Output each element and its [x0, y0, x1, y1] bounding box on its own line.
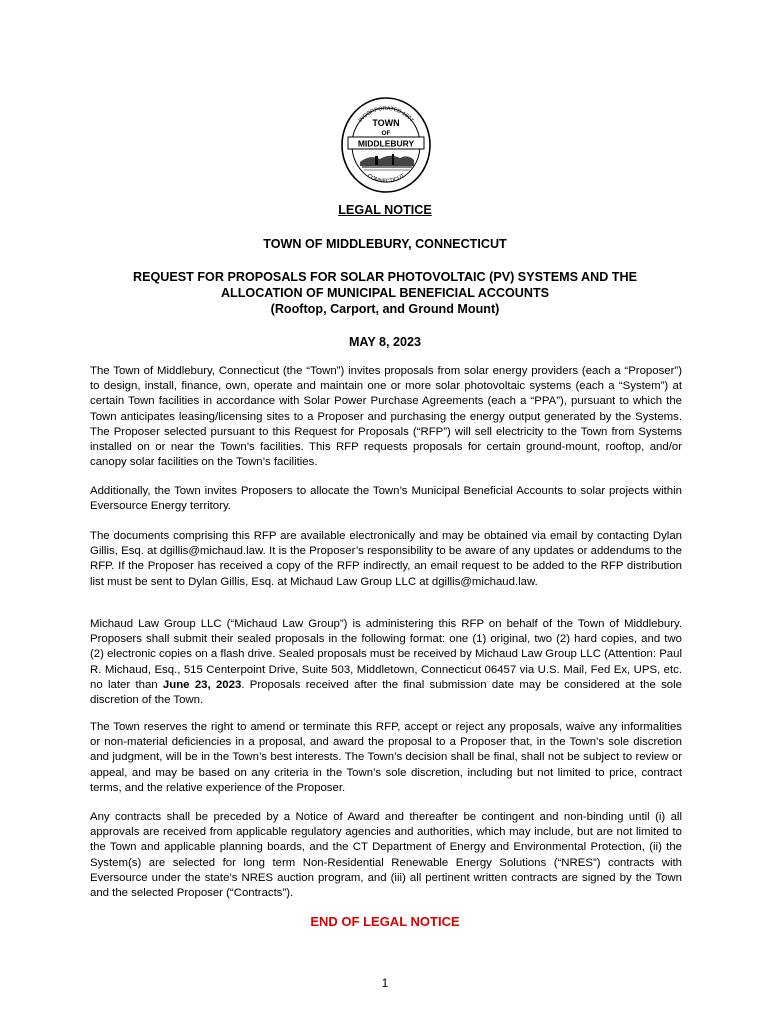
town-title: TOWN OF MIDDLEBURY, CONNECTICUT [263, 237, 507, 251]
paragraph-invitation: The Town of Middlebury, Connecticut (the “Town”) invites proposals from solar energy providers (each a “Proposer”) to design, install, finance, own, operate and maintain one or more solar photovoltaic systems (each a “System”) at certain Town facilities in accordance with Solar Power Purchase Agreements (each a “PPA”), pursuant to which the Town anticipates leasing/licensing sites to a Proposer and purchasing the energy output generated by the Systems. The Proposer selected pursuant to this Request for Proposals (“RFP”) will sell electricity to the Town from Systems installed on or near the Town’s facilities. This RFP requests proposals for certain ground-mount, rooftop, and/or canopy solar facilities on the Town’s facilities. [90, 365, 682, 469]
rfp-title-line3: (Rooftop, Carport, and Ground Mount) [270, 302, 500, 316]
notice-date: MAY 8, 2023 [348, 335, 422, 349]
rfp-title-line2: ALLOCATION OF MUNICIPAL BENEFICIAL ACCOUNTS [220, 286, 550, 300]
svg-text:OF: OF [381, 130, 391, 137]
page-number: 1 [381, 976, 389, 990]
town-seal-logo [340, 96, 432, 194]
paragraph-beneficial-accounts: Additionally, the Town invites Proposers to allocate the Town’s Municipal Beneficial Accounts to solar projects within Eversource Energy territory. [90, 485, 682, 513]
svg-text:INCORPORATED 1807: INCORPORATED 1807 [357, 105, 415, 124]
legal-notice-heading: LEGAL NOTICE [338, 203, 432, 217]
svg-text:CONNECTICUT: CONNECTICUT [366, 173, 406, 185]
svg-text:MIDDLEBURY: MIDDLEBURY [357, 138, 415, 149]
paragraph-contracts: Any contracts shall be preceded by a Notice of Award and thereafter be contingent and non-binding until (i) all approvals are received from applicable regulatory agencies and authorities, which may include, but are not limited to the Town and applicable planning boards, and the CT Department of Energy and Environmental Protection, (ii) the System(s) are selected for long term Non-Residential Renewable Energy Solutions (“NRES”) contracts with Eversource under the state’s NRES auction program, and (iii) all pertinent written contracts are signed by the Town and the selected Proposer (“Contracts”). [90, 811, 682, 900]
svg-text:TOWN: TOWN [372, 118, 400, 128]
deadline-date: June 23, 2023 [162, 678, 242, 691]
paragraph-documents: The documents comprising this RFP are available electronically and may be obtained via email by contacting Dylan Gillis, Esq. at dgillis@michaud.law. It is the Proposer’s responsibility to be aware of any updates or addendums to the RFP. If the Proposer has received a copy of the RFP indirectly, an email request to be added to the RFP distribution list must be sent to Dylan Gillis, Esq. at Michaud Law Group LLC at dgillis@michaud.law. [90, 530, 682, 588]
paragraph-submission: Michaud Law Group LLC (“Michaud Law Group”) is administering this RFP on behalf of the Town of Middlebury. Proposers shall submit their sealed proposals in the following format: one (1) original, two (2) hard copies, and two (2) electronic copies on a flash drive. Sealed proposals must be received by Michaud Law Group LLC (Attention: Paul R. Michaud, Esq., 515 Centerpoint Drive, Suite 503, Middletown, Connecticut 06457 via U.S. Mail, Fed Ex, UPS, etc. no later than June 23, 2023. Proposals received after the final submission date may be considered at the sole discretion of the Town. [90, 618, 682, 707]
paragraph-reservation: The Town reserves the right to amend or terminate this RFP, accept or reject any proposals, waive any informalities or non-material deficiencies in a proposal, and award the proposal to a Proposer that, in the Town’s sole discretion and judgment, will be in the Town’s best interests. The Town’s decision shall be final, shall not be subject to review or appeal, and may be based on any criteria in the Town’s sole discretion, including but not limited to price, contract terms, and the relative experience of the Proposer. [90, 721, 682, 794]
end-of-notice: END OF LEGAL NOTICE [310, 914, 460, 929]
rfp-title-line1: REQUEST FOR PROPOSALS FOR SOLAR PHOTOVOLTAIC (PV) SYSTEMS AND THE [132, 270, 637, 284]
